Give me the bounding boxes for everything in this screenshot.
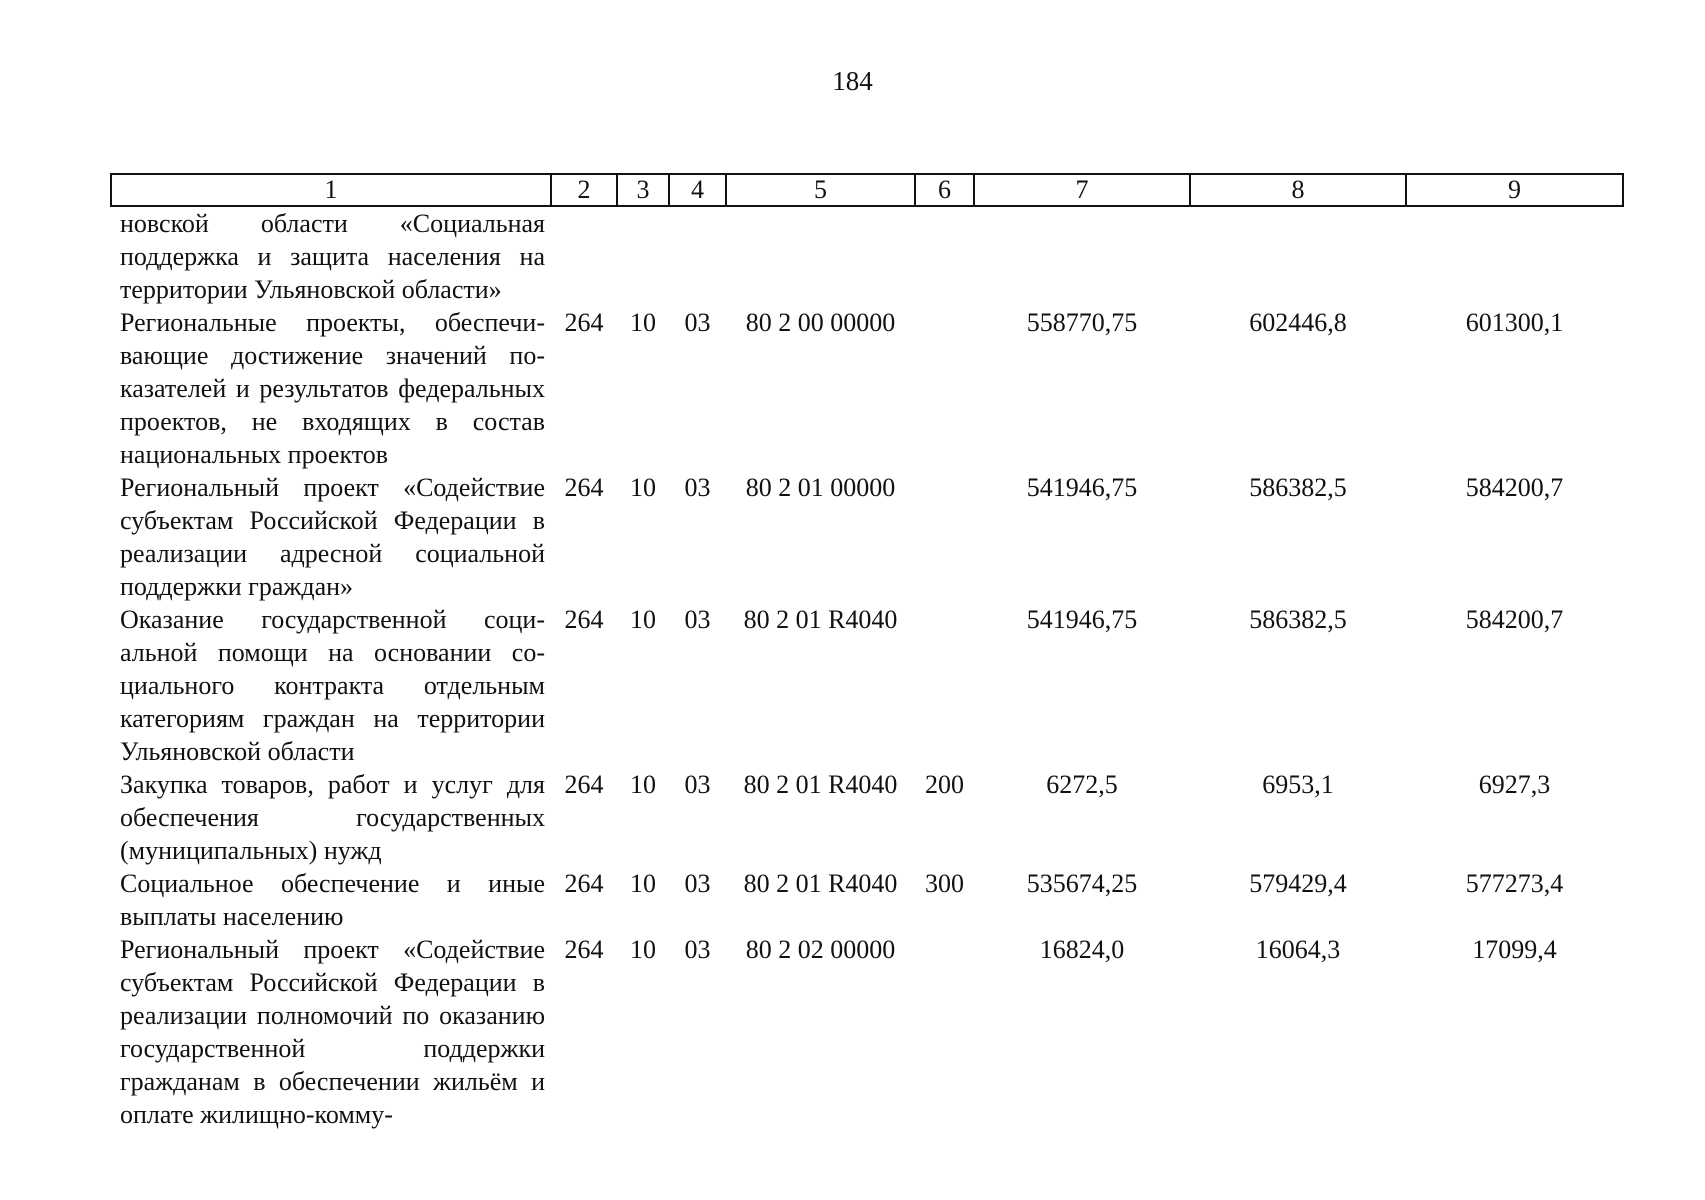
expense-type-code <box>915 306 974 471</box>
target-code: 80 2 01 R4040 <box>743 869 898 898</box>
subsection-code <box>669 206 726 306</box>
ministry-code: 264 <box>564 770 604 799</box>
row-name: Региональный проект «Содействие субъектам Российской Федерации в реализации адресной социальной поддержки граждан» <box>120 473 545 601</box>
amount-col8: 16064,3 <box>1255 935 1341 964</box>
amount-col9 <box>1406 206 1623 306</box>
row-name: Региональный проект «Содействие субъектам Российской Федерации в реализации полномочий по оказанию государственной поддержки гражданам в обеспечении жильём и оплате жилищно-комму- <box>120 935 545 1129</box>
table-row <box>111 471 1623 603</box>
target-code: 80 2 01 R4040 <box>743 770 898 799</box>
amount-col8: 586382,5 <box>1249 605 1347 634</box>
ministry-code: 264 <box>564 473 604 502</box>
row-name: Оказание государственной социальной помощи на основании социального контракта отдельным категориям граждан на территории Ульяновской области <box>120 605 545 766</box>
column-header: 5 <box>726 174 915 206</box>
column-header: 9 <box>1406 174 1623 206</box>
ministry-code: 264 <box>564 869 604 898</box>
target-code: 80 2 01 00000 <box>745 473 896 502</box>
column-header: 3 <box>617 174 669 206</box>
amount-col7 <box>974 206 1190 306</box>
amount-col8: 602446,8 <box>1249 308 1347 337</box>
amount-col8: 6953,1 <box>1262 770 1334 799</box>
section-code: 10 <box>630 473 656 502</box>
amount-col7: 558770,75 <box>1026 308 1138 337</box>
subsection-code: 03 <box>684 473 711 502</box>
amount-col9: 601300,1 <box>1465 308 1564 337</box>
page-number: 184 <box>832 66 873 96</box>
expense-type-code: 300 <box>925 869 964 898</box>
amount-col7: 541946,75 <box>1026 605 1138 634</box>
column-header: 4 <box>669 174 726 206</box>
amount-col7: 16824,0 <box>1039 935 1125 964</box>
column-header: 8 <box>1190 174 1406 206</box>
expense-type-code <box>915 206 974 306</box>
column-header: 6 <box>915 174 974 206</box>
subsection-code: 03 <box>684 770 711 799</box>
header-row <box>111 174 1623 206</box>
ministry-code: 264 <box>564 935 604 964</box>
row-name: Закупка товаров, работ и услуг для обеспечения государственных (муниципальных) нужд <box>120 770 545 865</box>
table-row <box>111 933 1623 1131</box>
expense-type-code: 200 <box>925 770 964 799</box>
section-code: 10 <box>630 869 656 898</box>
row-name: Региональные проекты, обеспечивающие достижение значений показателей и результатов федеральных проектов, не входящих в состав национальных проектов <box>120 308 545 469</box>
subsection-code: 03 <box>684 605 711 634</box>
column-header: 1 <box>111 174 551 206</box>
ministry-code: 264 <box>564 308 604 337</box>
section-code: 10 <box>630 770 656 799</box>
budget-table <box>110 173 1624 1131</box>
table-row <box>111 867 1623 933</box>
row-name: новской области «Социальная поддержка и защита населения на территории Ульяновской области» <box>120 209 545 304</box>
amount-col9: 6927,3 <box>1478 770 1551 799</box>
expense-type-code <box>915 603 974 768</box>
table-row <box>111 768 1623 867</box>
target-code <box>726 206 915 306</box>
table-row <box>111 306 1623 471</box>
expense-type-code <box>915 933 974 1131</box>
section-code: 10 <box>630 935 656 964</box>
amount-col8: 579429,4 <box>1249 869 1347 898</box>
section-code <box>617 206 669 306</box>
target-code: 80 2 01 R4040 <box>743 605 898 634</box>
ministry-code <box>551 206 617 306</box>
column-header: 7 <box>974 174 1190 206</box>
amount-col9: 584200,7 <box>1465 605 1564 634</box>
column-header: 2 <box>551 174 617 206</box>
table-row <box>111 206 1623 306</box>
target-code: 80 2 02 00000 <box>745 935 896 964</box>
section-code: 10 <box>630 308 656 337</box>
subsection-code: 03 <box>684 935 711 964</box>
amount-col9: 577273,4 <box>1465 869 1564 898</box>
amount-col9: 17099,4 <box>1472 935 1557 964</box>
subsection-code: 03 <box>684 308 711 337</box>
ministry-code: 264 <box>564 605 604 634</box>
amount-col8: 586382,5 <box>1249 473 1347 502</box>
amount-col9: 584200,7 <box>1465 473 1564 502</box>
row-name: Социальное обеспечение и иные выплаты населению <box>120 869 545 931</box>
expense-type-code <box>915 471 974 603</box>
amount-col7: 535674,25 <box>1026 869 1138 898</box>
section-code: 10 <box>630 605 656 634</box>
amount-col8 <box>1190 206 1406 306</box>
target-code: 80 2 00 00000 <box>745 308 896 337</box>
subsection-code: 03 <box>684 869 711 898</box>
amount-col7: 541946,75 <box>1026 473 1138 502</box>
table-row <box>111 603 1623 768</box>
amount-col7: 6272,5 <box>1046 770 1118 799</box>
